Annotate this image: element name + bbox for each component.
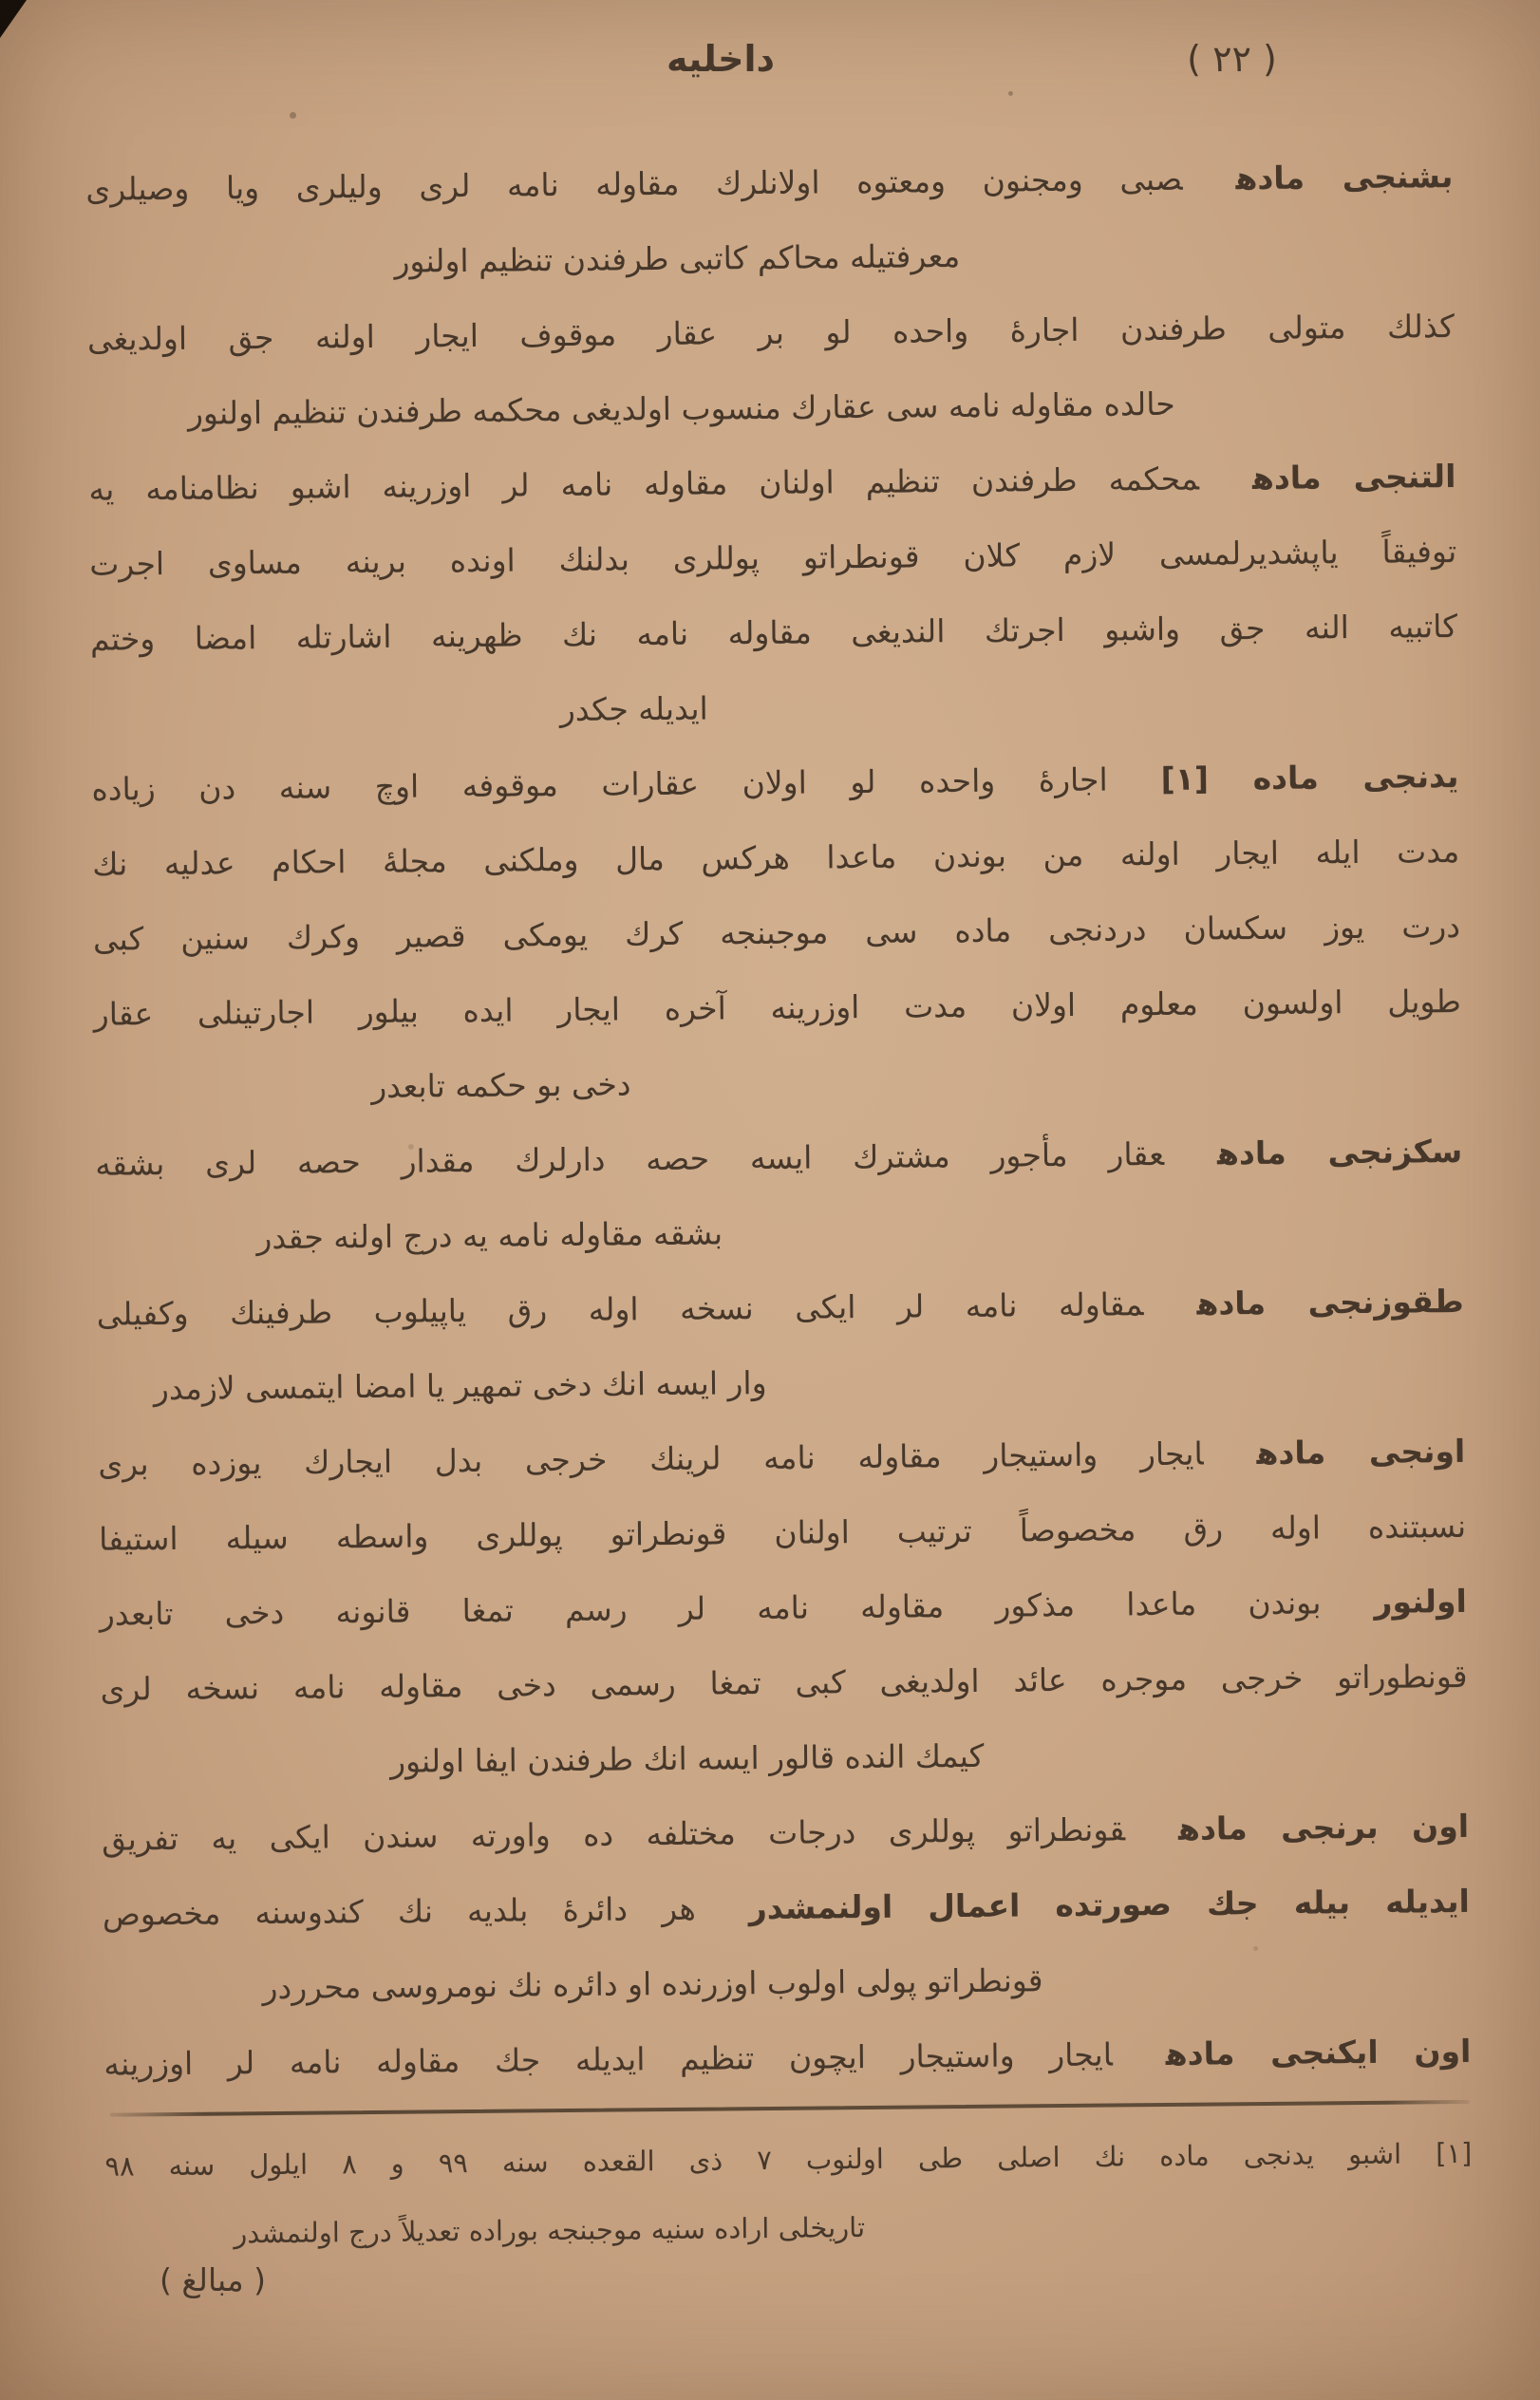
text-line	[103, 1939, 1471, 2027]
text-line	[90, 664, 1458, 752]
line-text: معرفتيله محاكم كاتبى طرفندن تنظيم اولنور	[394, 236, 961, 280]
line-text: قونطراتو پولى اولوب اوزرنده او دائره نك نومروسى محرردر	[262, 1961, 1043, 2007]
line-text: هر دائرهٔ بلديه نك كندوسنه مخصوص	[102, 1889, 696, 1933]
line-text: مقاوله نامه لر ايكى نسخه اوله رق ياپيلوب طرفينك وكفيلى	[96, 1285, 1144, 1333]
article-heading: بشنجى ماده	[1235, 157, 1454, 197]
text-line	[99, 1564, 1467, 1652]
paper-speck	[290, 112, 296, 119]
line-text: ايجار واستيجار ايچون تنظيم ايديله جك مقاوله نامه لر اوزرينه	[103, 2035, 1113, 2083]
text-line	[91, 739, 1459, 827]
text-line	[93, 889, 1461, 977]
line-text: كاتبيه النه جق واشبو اجرتك النديغى مقاوله نامه نك ظهرينه اشارتله امضا وختم	[89, 607, 1458, 658]
page-corner-shadow	[0, 0, 27, 38]
line-text: عقار مأجور مشترك ايسه حصه دارلرك مقدار حصه لرى بشقه	[95, 1134, 1165, 1183]
line-text: درت يوز سكسان دردنجى ماده سى موجبنجه كرك يومكى قصير وكرك سنين كبى	[92, 907, 1461, 958]
footnote-rule	[110, 2100, 1470, 2117]
line-text: محكمه طرفندن تنظيم اولنان مقاوله نامه لر اوزرينه اشبو نظامنامه يه	[88, 459, 1200, 508]
line-text: بوندن ماعدا مذكور مقاوله نامه لر رسم تمغا قانونه دخى تابعدر	[99, 1584, 1322, 1633]
article-heading: ايديله بيله جك صورتده اعمال اولنمشدر	[748, 1882, 1471, 1927]
text-line	[100, 1639, 1468, 1727]
text-line	[87, 364, 1455, 452]
section-title: داخليه	[667, 38, 775, 80]
text-line	[93, 964, 1461, 1052]
line-text: اجارهٔ واحده لو اولان عقارات موقوفه اوچ سنه دن زياده	[91, 760, 1108, 808]
text-line	[102, 1789, 1470, 1877]
line-text: تاريخلى اراده سنيه موجبنجه بوراده تعديلاً درج اولنمشدر	[234, 2211, 866, 2250]
line-text: بشقه مقاوله نامه يه درج اولنه جقدر	[256, 1214, 723, 1257]
line-text: حالده مقاوله نامه سى عقارك منسوب اولديغى محكمه طرفندن تنظيم اولنور	[187, 384, 1175, 432]
line-text: مدت ايله ايجار اولنه من بوندن ماعدا هركس مال وملكنى مجلهٔ احكام عدليه نك	[92, 832, 1460, 883]
text-line	[103, 1864, 1471, 1952]
article-heading: اولنور	[1374, 1582, 1467, 1621]
line-text: دخى بو حكمه تابعدر	[371, 1065, 631, 1105]
line-text: ايديله جكدر	[559, 689, 708, 729]
page-number: ( ٢٢ )	[1187, 38, 1277, 80]
line-text: قونطراتو پوللرى درجات مختلفه ده واورته سندن ايكى يه تفريق	[101, 1810, 1126, 1858]
article-heading: طقوزنجى ماده	[1196, 1282, 1464, 1322]
article-heading: يدنجى ماده [١]	[1160, 757, 1459, 797]
line-text: وار ايسه انك دخى تمهير يا امضا ايتمسى لازمدر	[153, 1363, 767, 1408]
text-line	[95, 1114, 1463, 1202]
catchword: ( مبالغ )	[160, 2261, 267, 2298]
footnote	[104, 2119, 1473, 2269]
article-heading: اون ايكنجى ماده	[1165, 2032, 1472, 2072]
line-text: صبى ومجنون ومعتوه اولانلرك مقاوله نامه لرى وليلرى ويا وصيلرى	[85, 159, 1183, 208]
text-line	[99, 1489, 1467, 1577]
text-line	[86, 214, 1455, 302]
text-line	[97, 1339, 1465, 1427]
article-heading: اونجى ماده	[1256, 1432, 1466, 1472]
line-text: ايجار واستيجار مقاوله نامه لرينك خرجى بدل ايجارك يوزده برى	[98, 1434, 1204, 1483]
text-line	[98, 1414, 1466, 1502]
text-line	[85, 139, 1454, 227]
text-line	[89, 514, 1457, 602]
text-line	[92, 814, 1460, 902]
text-line	[96, 1189, 1464, 1277]
text-line	[87, 289, 1455, 377]
line-text: قونطوراتو خرجى موجره عائد اولديغى كبى تمغا رسمى دخى مقاوله نامه نسخه لرى	[100, 1657, 1468, 1708]
line-text: نسبتنده اوله رق مخصوصاً ترتيب اولنان قونطراتو پوللرى واسطه سيله استيفا	[98, 1507, 1467, 1558]
text-line	[96, 1264, 1464, 1352]
text-block	[85, 139, 1473, 2269]
article-heading: اون برنجى ماده	[1177, 1807, 1470, 1847]
text-line	[101, 1714, 1469, 1802]
paper-speck	[1008, 91, 1013, 96]
line-text: [١] اشبو يدنجى ماده نك اصلى طى اولنوب ٧ ذى القعده سنه ٩٩ و ٨ ايلول سنه ٩٨	[104, 2136, 1473, 2183]
line-text: كذلك متولى طرفندن اجارهٔ واحده لو بر عقار موقوف ايجار اولنه جق اولديغى	[86, 307, 1455, 358]
line-text: توفيقاً ياپشديرلمسى لازم كلان قونطراتو پوللرى بدلنك اونده برينه مساوى اجرت	[89, 532, 1457, 583]
text-line	[94, 1039, 1462, 1127]
footnote-line	[104, 2119, 1473, 2201]
line-text: كيمك النده قالور ايسه انك طرفندن ايفا اولنور	[389, 1736, 985, 1780]
article-heading: التنجى ماده	[1251, 457, 1456, 497]
article-heading: سكزنجى ماده	[1216, 1132, 1463, 1172]
text-line	[103, 2014, 1472, 2102]
line-text: طويل اولسون معلوم اولان مدت اوزرينه آخره ايجار ايده بيلور اجارتينلى عقار	[93, 982, 1461, 1033]
text-line	[88, 439, 1456, 527]
footnote-line	[105, 2187, 1474, 2269]
text-line	[90, 589, 1458, 677]
